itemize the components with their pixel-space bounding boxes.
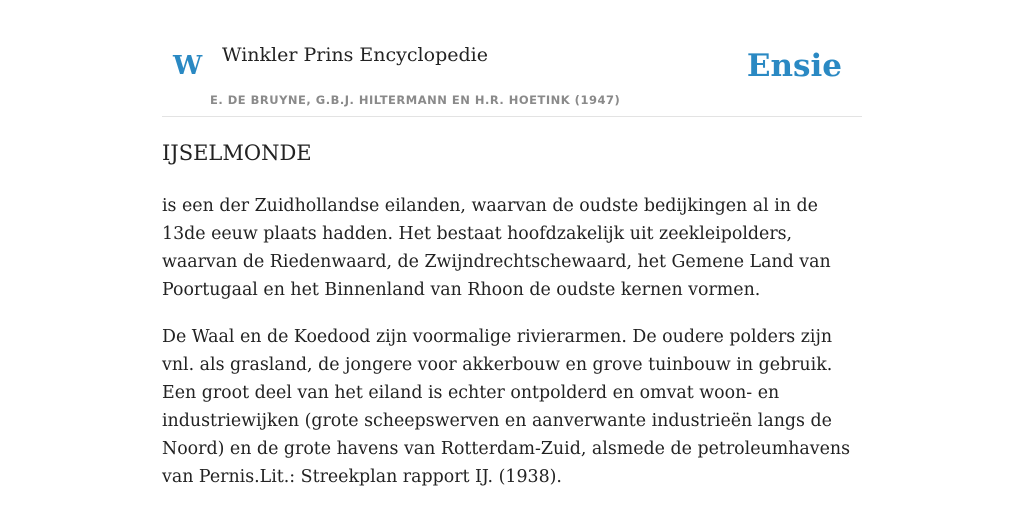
ensie-brand-logo[interactable]: Ensie bbox=[746, 48, 842, 84]
entry-title: IJSELMONDE bbox=[162, 141, 312, 165]
entry-paragraph: is een der Zuidhollandse eilanden, waarvan de oudste bedijkingen al in de 13de eeuw plaats hadden. Het bestaat hoofdzakelijk uit zeekleipolders, waarvan de Riedenwaard, de Zwijndrechtschewaard, het Gemene Land van Poortugaal en het Binnenland van Rhoon de oudste kernen vormen. bbox=[162, 196, 831, 300]
winkler-prins-logo-icon[interactable]: W bbox=[173, 51, 203, 81]
entry-paragraph: De Waal en de Koedood zijn voormalige rivierarmen. De oudere polders zijn vnl. als grasland, de jongere voor akkerbouw en grove tuinbouw in gebruik. Een groot deel van het eiland is echter ontpolderd en omvat woon- en industriewijken (grote scheepswerven en aanverwante industrieën langs de Noord) en de grote havens van Rotterdam-Zuid, alsmede de petroleumhavens van Pernis.Lit.: Streekplan rapport IJ. (1938). bbox=[162, 327, 851, 487]
source-header bbox=[162, 40, 862, 117]
source-authors: E. DE BRUYNE, G.B.J. HILTERMANN EN H.R. HOETINK (1947) bbox=[210, 93, 621, 107]
source-title[interactable]: Winkler Prins Encyclopedie bbox=[222, 44, 488, 66]
entry-body bbox=[162, 192, 862, 510]
